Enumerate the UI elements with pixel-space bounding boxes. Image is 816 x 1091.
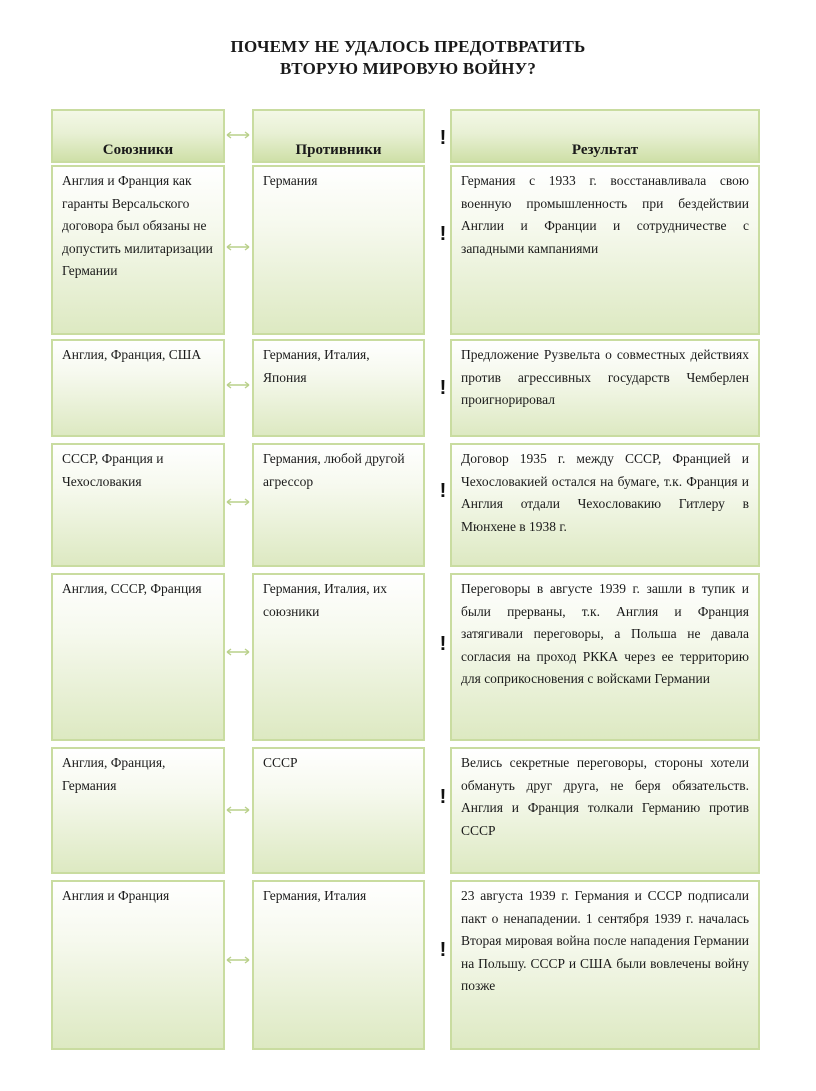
row-1-allies: Англия и Франция как гаранты Версальского договора был обязаны не допустить милитаризации Германии: [51, 165, 225, 335]
header-allies: Союзники: [51, 109, 225, 163]
row-5-result: Велись секретные переговоры, стороны хотели обмануть друг друга, не беря обязательств. Англия и Франция толкали Германию против СССР: [450, 747, 760, 874]
row-3-allies: СССР, Франция и Чехословакия: [51, 443, 225, 567]
row-4-opponents: Германия, Италия, их союзники: [252, 573, 425, 741]
exclamation-icon: !: [439, 633, 447, 655]
row-6-result: 23 августа 1939 г. Германия и СССР подписали пакт о ненападении. 1 сентября 1939 г. началась Вторая мировая война после нападения Германии на Польшу. СССР и США были вовлечены войну позже: [450, 880, 760, 1050]
row-2-allies: Англия, Франция, США: [51, 339, 225, 437]
row-1-result: Германия с 1933 г. восстанавливала свою военную промышленность при бездействии Англии и Франции и сотрудничестве с западными кампаниями: [450, 165, 760, 335]
header-result: Результат: [450, 109, 760, 163]
double-arrow-icon: [226, 956, 250, 964]
double-arrow-icon: [226, 498, 250, 506]
double-arrow-icon: [226, 648, 250, 656]
row-2-result: Предложение Рузвельта о совместных действиях против агрессивных государств Чемберлен проигнорировал: [450, 339, 760, 437]
row-4-allies: Англия, СССР, Франция: [51, 573, 225, 741]
exclamation-icon: !: [439, 223, 447, 245]
page-title: [0, 36, 816, 80]
row-6-allies: Англия и Франция: [51, 880, 225, 1050]
row-3-result: Договор 1935 г. между СССР, Францией и Чехословакией остался на бумаге, т.к. Франция и Англия отдали Чехословакию Гитлеру в Мюнхене в 1938 г.: [450, 443, 760, 567]
row-5-opponents: СССР: [252, 747, 425, 874]
exclamation-icon: !: [439, 377, 447, 399]
exclamation-icon: !: [439, 480, 447, 502]
double-arrow-icon: [226, 381, 250, 389]
row-5-allies: Англия, Франция, Германия: [51, 747, 225, 874]
row-6-opponents: Германия, Италия: [252, 880, 425, 1050]
title-line-2: ВТОРУЮ МИРОВУЮ ВОЙНУ?: [279, 59, 537, 78]
exclamation-icon: !: [439, 127, 447, 149]
header-opponents: Противники: [252, 109, 425, 163]
exclamation-icon: !: [439, 786, 447, 808]
double-arrow-icon: [226, 806, 250, 814]
row-1-opponents: Германия: [252, 165, 425, 335]
row-3-opponents: Германия, любой другой агрессор: [252, 443, 425, 567]
row-4-result: Переговоры в августе 1939 г. зашли в тупик и были прерваны, т.к. Англия и Франция затягивали переговоры, а Польша не давала согласия на проход РККА через ее территорию для соприкосновения с войсками Германии: [450, 573, 760, 741]
double-arrow-icon: [226, 131, 250, 139]
row-2-opponents: Германия, Италия, Япония: [252, 339, 425, 437]
title-line-1: ПОЧЕМУ НЕ УДАЛОСЬ ПРЕДОТВРАТИТЬ: [230, 37, 586, 56]
double-arrow-icon: [226, 243, 250, 251]
exclamation-icon: !: [439, 939, 447, 961]
